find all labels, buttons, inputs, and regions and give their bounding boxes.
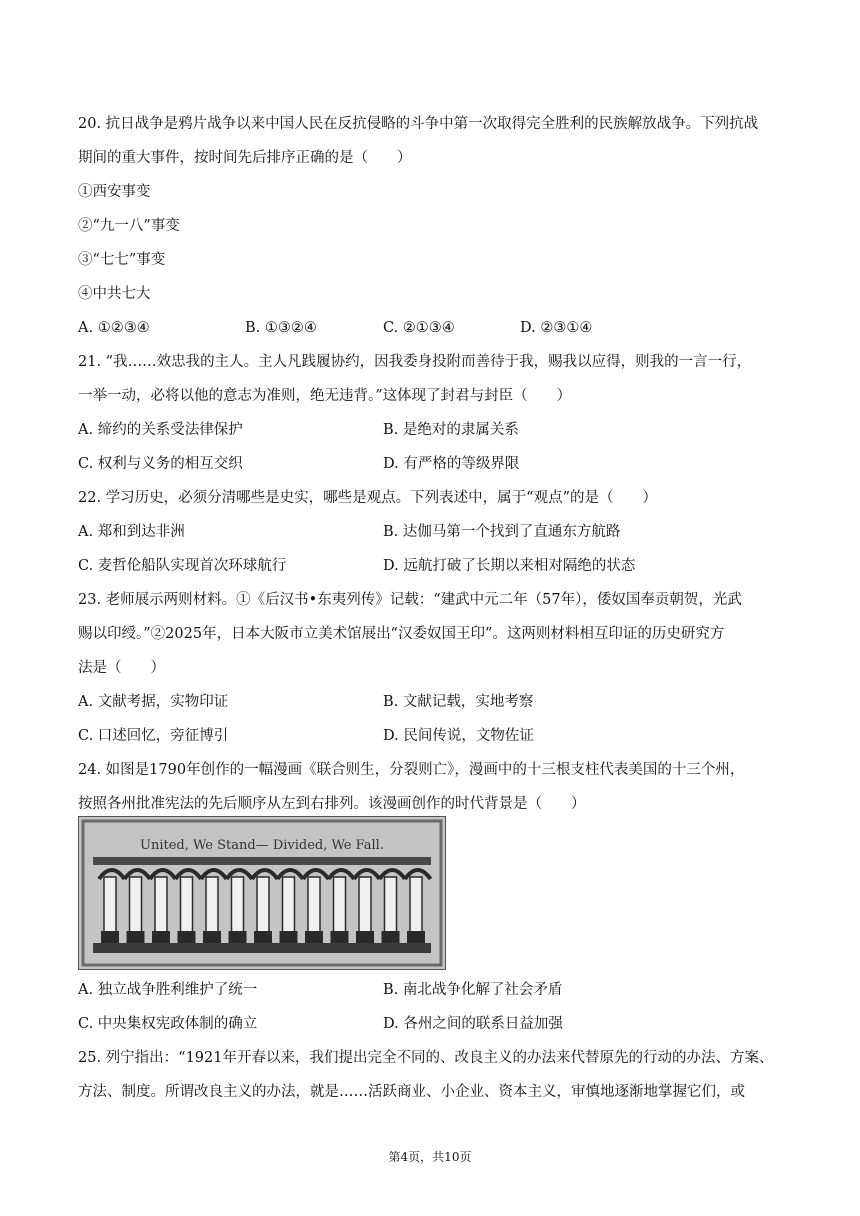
q24-option-b: B. 南北战争化解了社会矛盾 [383,982,563,998]
q23-option-d: D. 民间传说，文物佐证 [383,728,534,744]
q25-stem-line2: 方法、制度。所谓改良主义的办法，就是……活跃商业、小企业、资本主义，审慎地逐渐地掌握它们，或 [78,1084,745,1100]
page-footer: 第4页，共10页 [388,1150,472,1164]
q23-option-c: C. 口述回忆，旁征博引 [78,728,229,744]
q20-option-b: B. ①③②④ [245,320,317,336]
q25-stem-line1: 25. 列宁指出：“1921年开春以来，我们提出完全不同的、改良主义的办法来代替原先的行动的办法、方案、 [78,1050,774,1066]
q23-option-a: A. 文献考据，实物印证 [78,694,229,710]
q22-option-d: D. 远航打破了长期以来相对隔绝的状态 [383,558,636,574]
q24-stem-line1: 24. 如图是1790年创作的一幅漫画《联合则生，分裂则亡》，漫画中的十三根支柱代表美国的十三个州， [78,762,745,778]
q24-stem-line2: 按照各州批准宪法的先后顺序从左到右排列。该漫画创作的时代背景是（ ） [78,796,586,812]
q23-stem-line2: 赐以印绶。”②2025年，日本大阪市立美术馆展出“汉委奴国王印”。这两则材料相互印证的历史研究方 [78,626,725,642]
q24-option-c: C. 中央集权宪政体制的确立 [78,1016,258,1032]
q20-item-2: ②“九一八”事变 [78,218,180,234]
q21-stem-line2: 一举一动，必将以他的意志为准则，绝无违背。”这体现了封君与封臣（ ） [78,388,572,404]
q21-option-b: B. 是绝对的隶属关系 [383,422,519,438]
cartoon-svg [79,817,445,969]
q20-option-a: A. ①②③④ [78,320,150,336]
q23-option-b: B. 文献记载，实地考察 [383,694,534,710]
q20-option-d: D. ②③①④ [520,320,593,336]
cartoon-image [78,816,446,970]
q22-option-b: B. 达伽马第一个找到了直通东方航路 [383,524,621,540]
q22-option-a: A. 郑和到达非洲 [78,524,185,540]
q22-stem-line1: 22. 学习历史，必须分清哪些是史实，哪些是观点。下列表述中，属于“观点”的是（ ） [78,490,657,506]
q20-item-3: ③“七七”事变 [78,252,166,268]
q24-option-d: D. 各州之间的联系日益加强 [383,1016,563,1032]
q20-option-c: C. ②①③④ [383,320,455,336]
q20-item-4: ④中共七大 [78,286,151,302]
q21-stem-line1: 21. “我……效忠我的主人。主人凡践履协约，因我委身投附而善待于我，赐我以应得，则我的一言一行， [78,354,752,370]
q21-option-a: A. 缔约的关系受法律保护 [78,422,243,438]
q22-option-c: C. 麦哲伦船队实现首次环球航行 [78,558,287,574]
q21-option-d: D. 有严格的等级界限 [383,456,520,472]
q21-option-c: C. 权利与义务的相互交织 [78,456,243,472]
q20-item-1: ①西安事变 [78,184,151,200]
q23-stem-line3: 法是（ ） [78,660,165,676]
q24-option-a: A. 独立战争胜利维护了统一 [78,982,258,998]
q20-stem-line1: 20. 抗日战争是鸦片战争以来中国人民在反抗侵略的斗争中第一次取得完全胜利的民族解放战争。下列抗战 [78,116,759,132]
cartoon-caption: United, We Stand— Divided, We Fall. [140,838,384,853]
q23-stem-line1: 23. 老师展示两则材料。①《后汉书•东夷列传》记载：“建武中元二年（57年），倭奴国奉贡朝贺，光武 [78,592,742,608]
q20-stem-line2: 期间的重大事件，按时间先后排序正确的是（ ） [78,150,412,166]
